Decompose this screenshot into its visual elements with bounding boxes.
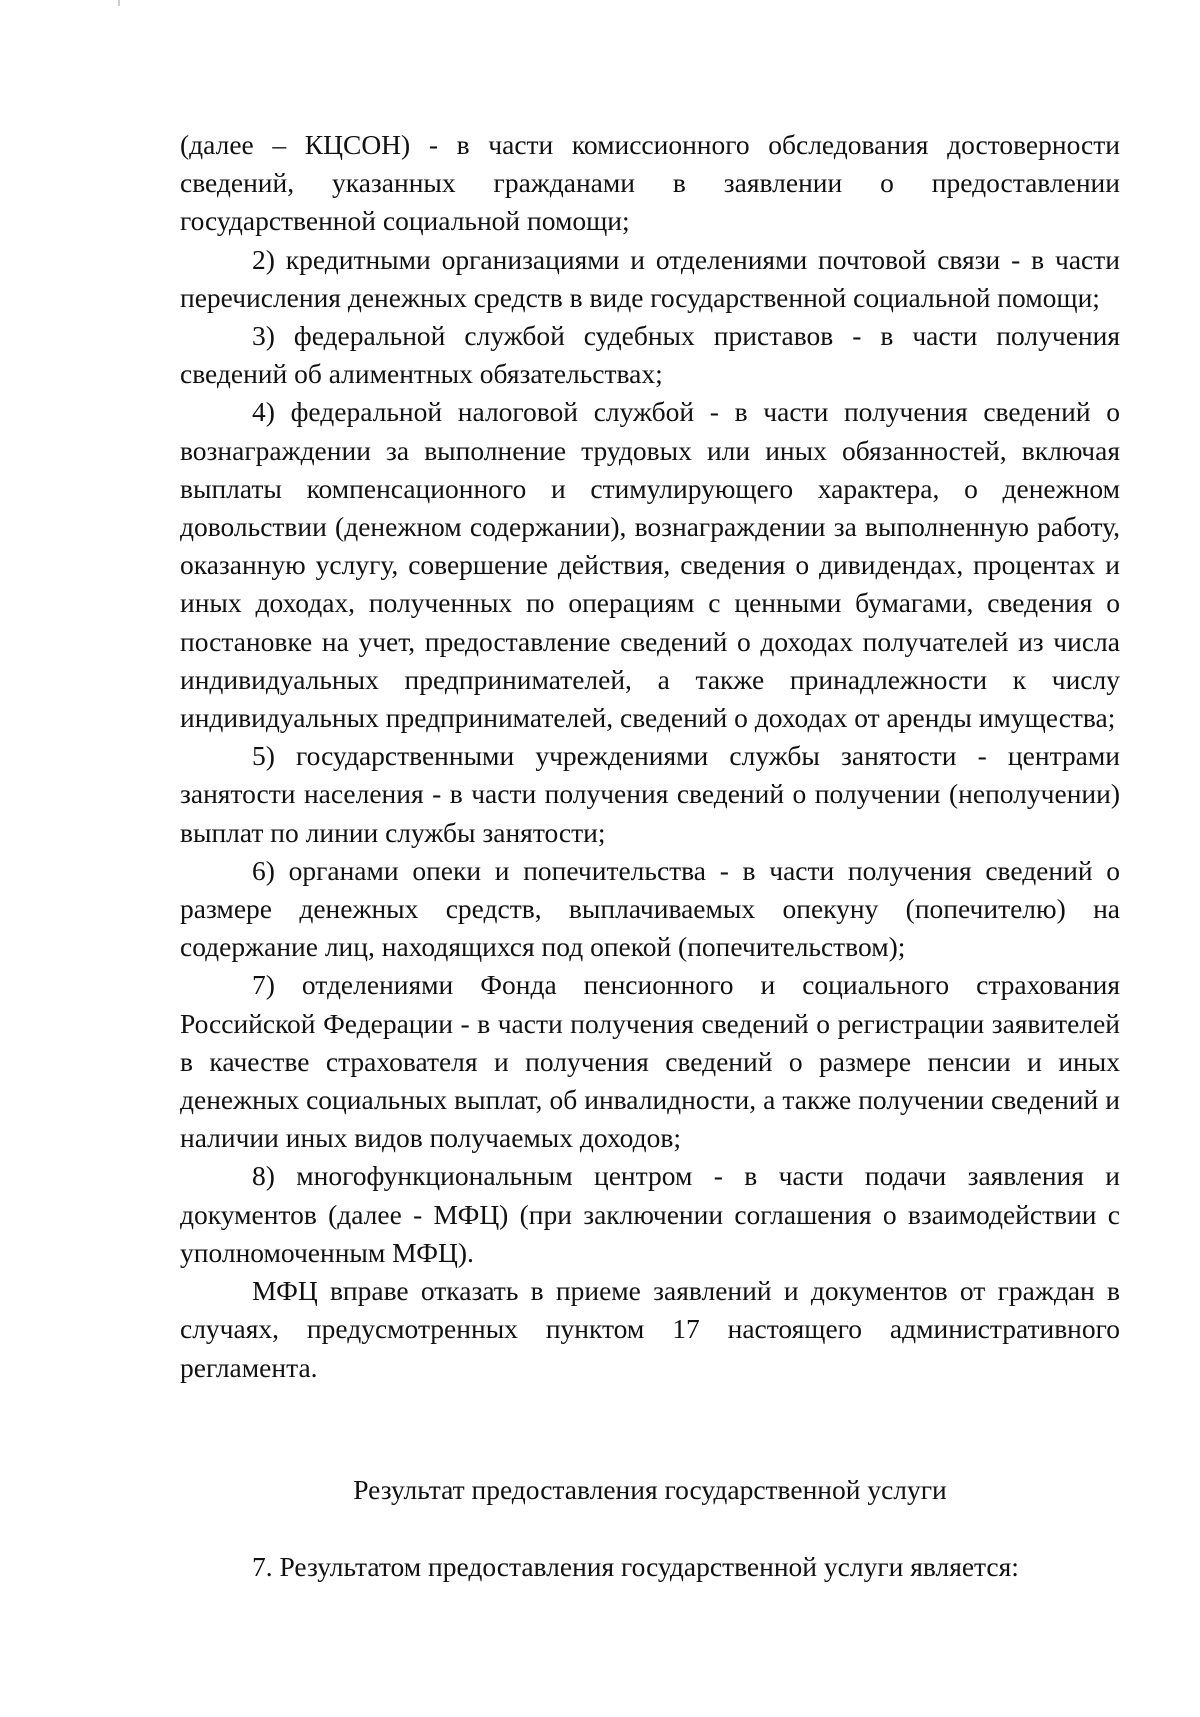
paragraph-item-5: 5) государственными учреждениями службы занятости - центрами занятости населения - в части получения сведений о получении (неполучении) выплат по линии службы занятости;: [180, 740, 1120, 848]
paragraph-item-4: 4) федеральной налоговой службой - в части получения сведений о вознаграждении за выполнение трудовых или иных обязанностей, включая выплаты компенсационного и стимулирующего характера, о денежном довольствии (денежном содержании), вознаграждении за выполненную работу, оказанную услугу, совершение действия, сведения о дивидендах, процентах и иных доходах, полученных по операциям с ценными бумагами, сведения о постановке на учет, предоставление сведений о доходах получателей из числа индивидуальных предпринимателей, а также принадлежности к числу индивидуальных предпринимателей, сведений о доходах от аренды имущества;: [180, 396, 1120, 734]
paragraph-item-2: 2) кредитными организациями и отделениями почтовой связи - в части перечисления денежных средств в виде государственной социальной помощи;: [180, 243, 1120, 313]
paragraph-item-3: 3) федеральной службой судебных приставов - в части получения сведений об алиментных обязательствах;: [180, 320, 1120, 390]
paragraph-kcson: (далее – КЦСОН) - в части комиссионного обследования достоверности сведений, указанных гражданами в заявлении о предоставлении государственной социальной помощи;: [180, 129, 1120, 237]
paragraph-result: 7. Результатом предоставления государственной услуги является:: [252, 1551, 1019, 1582]
paragraph-mfc-refusal: МФЦ вправе отказать в приеме заявлений и документов от граждан в случаях, предусмотренных пунктом 17 настоящего административного регламента.: [180, 1275, 1120, 1383]
paragraph-item-8: 8) многофункциональным центром - в части подачи заявления и документов (далее - МФЦ) (при заключении соглашения о взаимодействии с уполномоченным МФЦ).: [180, 1160, 1120, 1268]
paragraph-item-6: 6) органами опеки и попечительства - в части получения сведений о размере денежных средств, выплачиваемых опекуну (попечителю) на содержание лиц, находящихся под опекой (попечительством);: [180, 854, 1120, 963]
section-heading: Результат предоставления государственной услуги: [353, 1474, 947, 1505]
document-body: [180, 126, 1120, 1387]
scan-mark: [118, 0, 120, 6]
paragraph-item-7: 7) отделениями Фонда пенсионного и социального страхования Российской Федерации - в части получения сведений о регистрации заявителей в качестве страхователя и получения сведений о размере пенсии и иных денежных социальных выплат, об инвалидности, а также получении сведений и наличии иных видов получаемых доходов;: [180, 969, 1120, 1154]
